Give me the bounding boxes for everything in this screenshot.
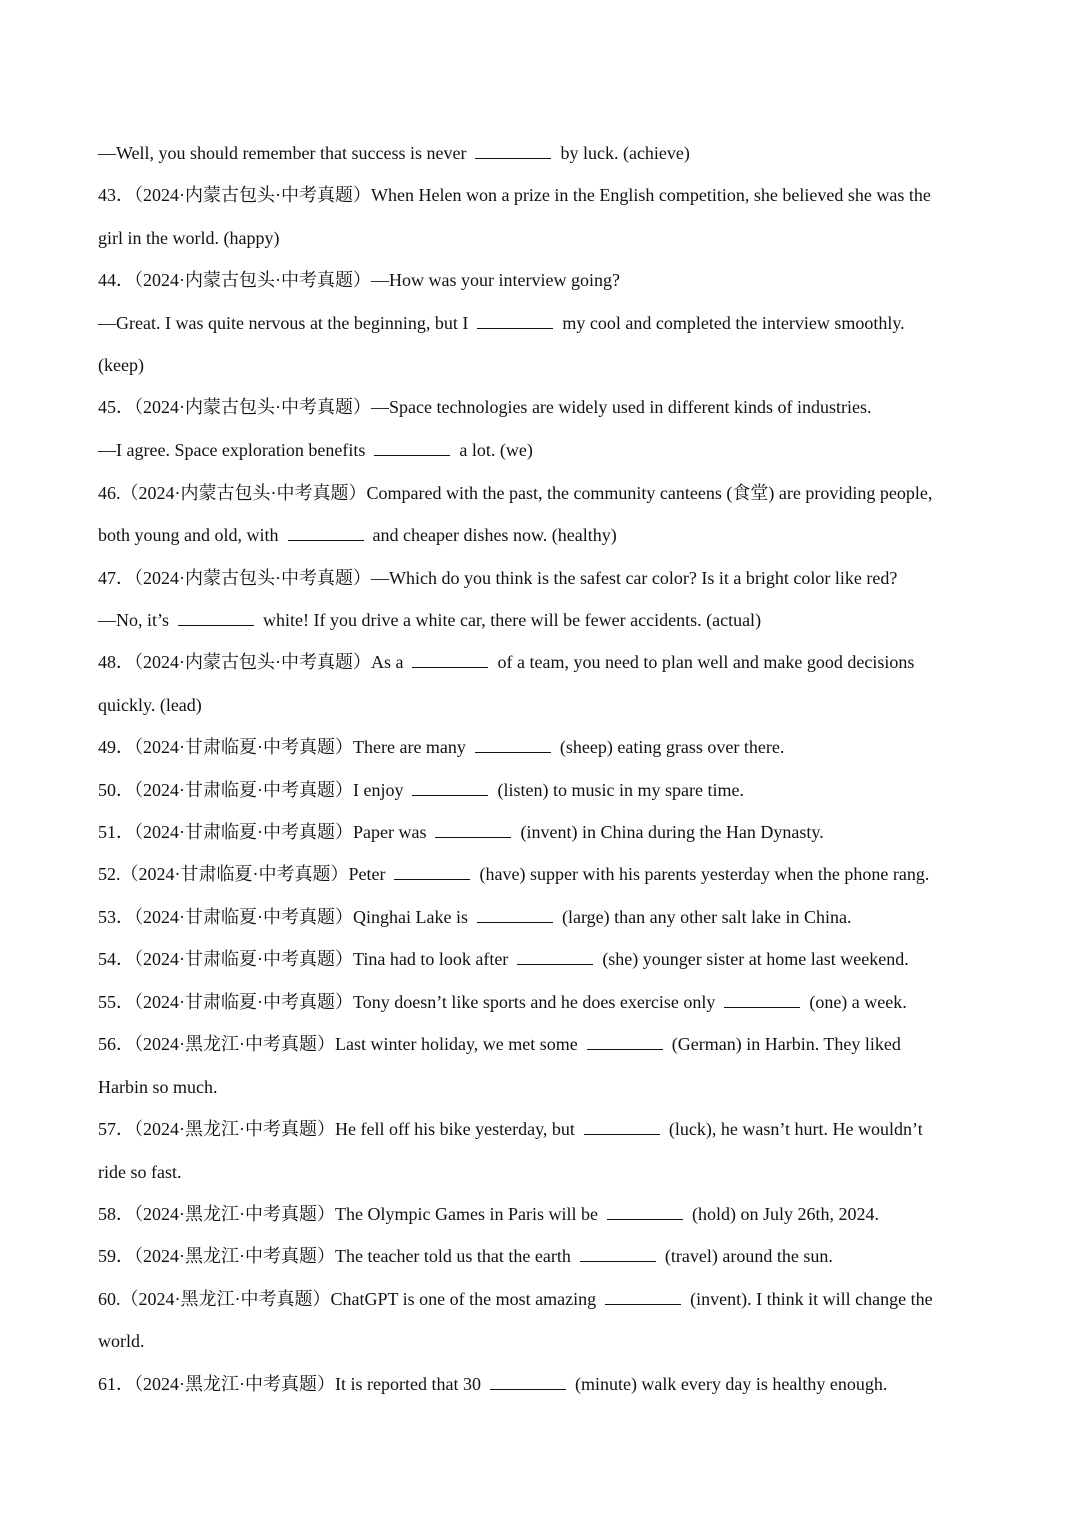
- question-51: [98, 820, 824, 844]
- question-48: [98, 650, 914, 674]
- line-text: (minute) walk every day is healthy enough.: [574, 1374, 888, 1394]
- answer-blank: [435, 822, 511, 838]
- line-text: (luck), he wasn’t hurt. He wouldn’t: [668, 1119, 923, 1139]
- line-text: 48．（2024·内蒙古包头·中考真题）As a: [98, 652, 404, 672]
- line-text: ride so fast.: [98, 1162, 182, 1182]
- line-text: a lot. (we): [459, 440, 533, 460]
- answer-blank: [475, 143, 551, 159]
- question-43: [98, 183, 931, 207]
- line-text: —I agree. Space exploration benefits: [98, 440, 366, 460]
- line-text: 45．（2024·内蒙古包头·中考真题）—Space technologies are widely used in different kinds of industries.: [98, 397, 872, 417]
- line-text: (invent) in China during the Han Dynasty.: [520, 822, 824, 842]
- line-text: (travel) around the sun.: [664, 1246, 833, 1266]
- line-text: quickly. (lead): [98, 695, 202, 715]
- line-text: —Well, you should remember that success is never: [98, 143, 467, 163]
- answer-blank: [374, 440, 450, 456]
- answer-blank: [477, 907, 553, 923]
- question-47: [98, 566, 897, 590]
- line-text: (she) younger sister at home last weekend.: [602, 949, 909, 969]
- text-line: [98, 1329, 145, 1353]
- line-text: (one) a week.: [809, 992, 907, 1012]
- answer-blank: [490, 1374, 566, 1390]
- question-44: [98, 268, 620, 292]
- line-text: world.: [98, 1331, 145, 1351]
- text-line: [98, 226, 279, 250]
- line-text: 47．（2024·内蒙古包头·中考真题）—Which do you think is the safest car color? Is it a bright color like red?: [98, 568, 898, 588]
- text-line: [98, 353, 144, 377]
- line-text: —No, it’s: [98, 610, 170, 630]
- answer-blank: [394, 864, 470, 880]
- line-text: my cool and completed the interview smoothly.: [562, 313, 905, 333]
- line-text: 50．（2024·甘肃临夏·中考真题）I enjoy: [98, 780, 404, 800]
- question-52: [98, 862, 929, 886]
- line-text: (have) supper with his parents yesterday when the phone rang.: [479, 864, 930, 884]
- text-line: [98, 1160, 181, 1184]
- text-line: [98, 141, 690, 165]
- text-line: [98, 438, 533, 462]
- line-text: —Great. I was quite nervous at the beginning, but I: [98, 313, 469, 333]
- answer-blank: [178, 610, 254, 626]
- answer-blank: [477, 313, 553, 329]
- line-text: 52.（2024·甘肃临夏·中考真题）Peter: [98, 864, 386, 884]
- line-text: (listen) to music in my spare time.: [497, 780, 744, 800]
- answer-blank: [724, 992, 800, 1008]
- line-text: (sheep) eating grass over there.: [559, 737, 785, 757]
- line-text: and cheaper dishes now. (healthy): [372, 525, 617, 545]
- line-text: 61．（2024·黑龙江·中考真题）It is reported that 30: [98, 1374, 481, 1394]
- answer-blank: [288, 525, 364, 541]
- line-text: by luck. (achieve): [560, 143, 690, 163]
- answer-blank: [412, 652, 488, 668]
- line-text: 54．（2024·甘肃临夏·中考真题）Tina had to look after: [98, 949, 509, 969]
- question-46: [98, 481, 932, 505]
- line-text: (German) in Harbin. They liked: [671, 1034, 901, 1054]
- question-61: [98, 1372, 887, 1396]
- answer-blank: [517, 949, 593, 965]
- line-text: 43．（2024·内蒙古包头·中考真题）When Helen won a prize in the English competition, she believed she was the: [98, 185, 931, 205]
- question-55: [98, 990, 907, 1014]
- answer-blank: [607, 1204, 683, 1220]
- question-54: [98, 947, 909, 971]
- text-line: [98, 523, 617, 547]
- answer-blank: [580, 1246, 656, 1262]
- line-text: 49．（2024·甘肃临夏·中考真题）There are many: [98, 737, 466, 757]
- text-line: [98, 693, 202, 717]
- line-text: 44．（2024·内蒙古包头·中考真题）—How was your interview going?: [98, 270, 620, 290]
- question-56: [98, 1032, 901, 1056]
- question-49: [98, 735, 784, 759]
- question-59: [98, 1244, 833, 1268]
- answer-blank: [412, 780, 488, 796]
- line-text: (large) than any other salt lake in China.: [561, 907, 852, 927]
- text-line: [98, 1075, 217, 1099]
- answer-blank: [584, 1119, 660, 1135]
- question-60: [98, 1287, 933, 1311]
- line-text: girl in the world. (happy): [98, 228, 280, 248]
- question-50: [98, 778, 744, 802]
- line-text: 60.（2024·黑龙江·中考真题）ChatGPT is one of the most amazing: [98, 1289, 597, 1309]
- line-text: white! If you drive a white car, there will be fewer accidents. (actual): [263, 610, 762, 630]
- line-text: Harbin so much.: [98, 1077, 218, 1097]
- line-text: (hold) on July 26th, 2024.: [691, 1204, 879, 1224]
- line-text: (invent). I think it will change the: [690, 1289, 933, 1309]
- line-text: 58．（2024·黑龙江·中考真题）The Olympic Games in Paris will be: [98, 1204, 598, 1224]
- text-line: [98, 311, 905, 335]
- line-text: 51．（2024·甘肃临夏·中考真题）Paper was: [98, 822, 427, 842]
- question-58: [98, 1202, 879, 1226]
- question-45: [98, 395, 872, 419]
- text-line: [98, 608, 761, 632]
- question-57: [98, 1117, 923, 1141]
- answer-blank: [587, 1034, 663, 1050]
- line-text: of a team, you need to plan well and make good decisions: [497, 652, 915, 672]
- line-text: 59．（2024·黑龙江·中考真题）The teacher told us that the earth: [98, 1246, 571, 1266]
- line-text: 57．（2024·黑龙江·中考真题）He fell off his bike yesterday, but: [98, 1119, 575, 1139]
- line-text: both young and old, with: [98, 525, 279, 545]
- line-text: 53．（2024·甘肃临夏·中考真题）Qinghai Lake is: [98, 907, 468, 927]
- question-53: [98, 905, 852, 929]
- line-text: 55．（2024·甘肃临夏·中考真题）Tony doesn’t like sports and he does exercise only: [98, 992, 716, 1012]
- line-text: 46.（2024·内蒙古包头·中考真题）Compared with the past, the community canteens (食堂) are providing people,: [98, 483, 933, 503]
- line-text: (keep): [98, 355, 144, 375]
- line-text: 56．（2024·黑龙江·中考真题）Last winter holiday, we met some: [98, 1034, 578, 1054]
- answer-blank: [475, 737, 551, 753]
- answer-blank: [605, 1289, 681, 1305]
